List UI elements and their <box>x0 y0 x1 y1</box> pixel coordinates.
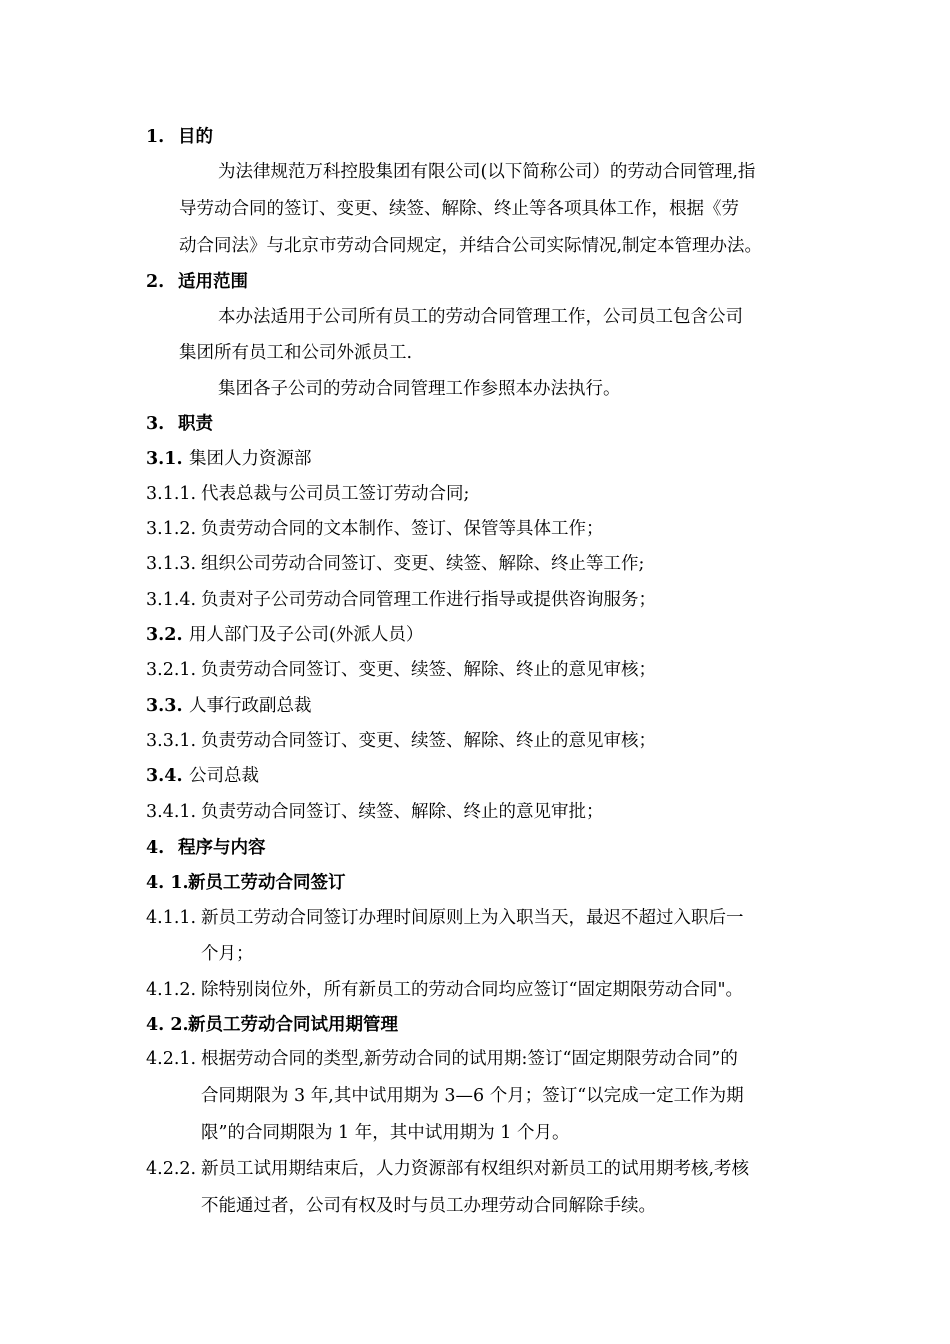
item-4-2-1-cont: 合同期限为 3 年,其中试用期为 3—6 个月；签订“以完成一定工作为期 <box>201 1086 744 1106</box>
item-3-1-4: 3.1.4. 负责对子公司劳动合同管理工作进行指导或提供咨询服务； <box>146 590 656 610</box>
subsection-heading-3-1: 3.1. 集团人力资源部 <box>146 449 312 469</box>
subsection-heading-3-2: 3.2. 用人部门及子公司(外派人员） <box>146 625 424 645</box>
section-heading-2: 2. 适用范围 <box>146 272 248 292</box>
item-4-2-2-cont: 不能通过者，公司有权及时与员工办理劳动合同解除手续。 <box>201 1196 656 1216</box>
item-4-1-1: 4.1.1. 新员工劳动合同签订办理时间原则上为入职当天，最迟不超过入职后一 <box>146 908 744 928</box>
item-4-1-2: 4.1.2. 除特别岗位外，所有新员工的劳动合同均应签订“固定期限劳动合同"。 <box>146 980 743 1000</box>
paragraph-line: 为法律规范万科控股集团有限公司(以下简称公司）的劳动合同管理,指 <box>218 162 756 182</box>
item-4-2-1: 4.2.1. 根据劳动合同的类型,新劳动合同的试用期:签订“固定期限劳动合同”的 <box>146 1049 738 1069</box>
section-heading-4: 4. 程序与内容 <box>146 838 266 858</box>
paragraph-line: 本办法适用于公司所有员工的劳动合同管理工作，公司员工包含公司 <box>218 307 743 327</box>
item-3-1-1: 3.1.1. 代表总裁与公司员工签订劳动合同; <box>146 484 470 504</box>
subsection-heading-4-1: 4. 1.新员工劳动合同签订 <box>146 873 346 893</box>
item-3-1-3: 3.1.3. 组织公司劳动合同签订、变更、续签、解除、终止等工作; <box>146 554 645 574</box>
paragraph-line: 动合同法》与北京市劳动合同规定，并结合公司实际情况,制定本管理办法。 <box>179 236 763 256</box>
item-3-4-1: 3.4.1. 负责劳动合同签订、续签、解除、终止的意见审批； <box>146 802 604 822</box>
paragraph-line: 集团所有员工和公司外派员工. <box>179 343 413 363</box>
item-3-1-2: 3.1.2. 负责劳动合同的文本制作、签订、保管等具体工作； <box>146 519 604 539</box>
item-4-2-1-cont: 限”的合同期限为 1 年，其中试用期为 1 个月。 <box>201 1123 570 1143</box>
paragraph-line: 导劳动合同的签订、变更、续签、解除、终止等各项具体工作，根据《劳 <box>179 199 739 219</box>
item-3-2-1: 3.2.1. 负责劳动合同签订、变更、续签、解除、终止的意见审核； <box>146 660 656 680</box>
item-3-3-1: 3.3.1. 负责劳动合同签订、变更、续签、解除、终止的意见审核； <box>146 731 656 751</box>
subsection-heading-3-4: 3.4. 公司总裁 <box>146 766 259 786</box>
section-heading-3: 3. 职责 <box>146 414 213 434</box>
section-heading-1: 1. 目的 <box>146 127 213 147</box>
paragraph-line: 集团各子公司的劳动合同管理工作参照本办法执行。 <box>218 379 621 399</box>
item-4-2-2: 4.2.2. 新员工试用期结束后，人力资源部有权组织对新员工的试用期考核,考核 <box>146 1159 750 1179</box>
subsection-heading-3-3: 3.3. 人事行政副总裁 <box>146 696 312 716</box>
subsection-heading-4-2: 4. 2.新员工劳动合同试用期管理 <box>146 1015 398 1035</box>
item-4-1-1-cont: 个月； <box>201 944 254 964</box>
